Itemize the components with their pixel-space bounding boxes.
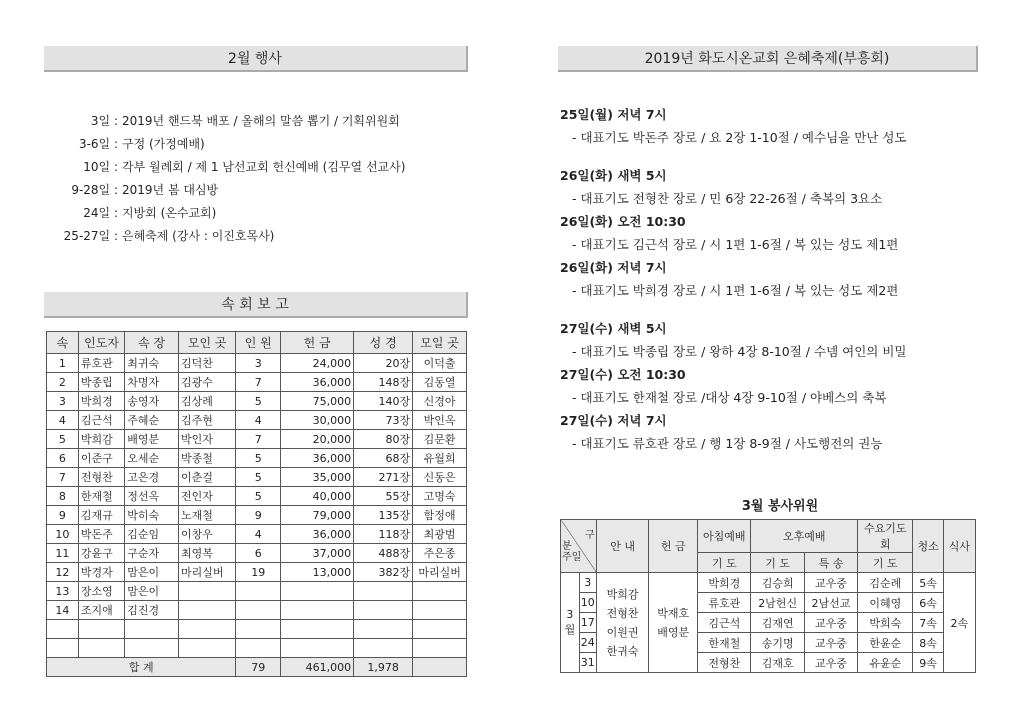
offering-names-text: 박재호 배영분 bbox=[657, 606, 690, 639]
table-cell: 24,000 bbox=[281, 354, 354, 373]
session-detail: - 대표기도 박희경 장로 / 시 1편 1-6절 / 복 있는 성도 제2편 bbox=[572, 283, 899, 298]
table-cell: 1 bbox=[47, 354, 79, 373]
cleaning-group: 6속 bbox=[913, 593, 943, 613]
table-cell: 4 bbox=[236, 411, 281, 430]
table-row bbox=[47, 525, 467, 544]
total-bible: 1,978 bbox=[354, 658, 413, 677]
table-cell: 박종립 bbox=[78, 373, 124, 392]
sunday-date: 24 bbox=[579, 633, 596, 653]
offering-header: 헌 금 bbox=[649, 520, 698, 573]
table-cell: 함정애 bbox=[413, 506, 467, 525]
event-text: 은혜축제 (강사 : 이진호목사) bbox=[122, 229, 275, 243]
table-cell: 135장 bbox=[354, 506, 413, 525]
wednesday-prayer: 김순례 bbox=[858, 573, 913, 593]
morning-prayer: 김근석 bbox=[698, 613, 751, 633]
table-cell: 9 bbox=[236, 506, 281, 525]
report-title-text: 속 회 보 고 bbox=[221, 297, 289, 313]
event-item bbox=[50, 110, 490, 133]
table-row bbox=[47, 449, 467, 468]
table-header-row bbox=[47, 332, 467, 354]
table-row bbox=[47, 411, 467, 430]
event-date: 9-28일 : bbox=[71, 183, 118, 197]
table-cell: 5 bbox=[236, 449, 281, 468]
event-text: 2019년 봄 대심방 bbox=[122, 183, 219, 197]
table-cell: 37,000 bbox=[281, 544, 354, 563]
service-row bbox=[561, 573, 976, 593]
table-cell: 8 bbox=[47, 487, 79, 506]
table-cell: 고은경 bbox=[125, 468, 179, 487]
table-cell: 박종철 bbox=[178, 449, 235, 468]
cleaning-group: 9속 bbox=[913, 653, 943, 673]
total-offering: 461,000 bbox=[281, 658, 354, 677]
table-cell: 김동열 bbox=[413, 373, 467, 392]
table-cell bbox=[125, 639, 179, 658]
table-cell: 382장 bbox=[354, 563, 413, 582]
event-date: 24일 : bbox=[83, 206, 118, 220]
table-cell: 박인자 bbox=[178, 430, 235, 449]
table-cell: 김근석 bbox=[78, 411, 124, 430]
table-cell: 7 bbox=[47, 468, 79, 487]
cleaning-group: 5속 bbox=[913, 573, 943, 593]
table-row bbox=[47, 487, 467, 506]
table-cell: 김문환 bbox=[413, 430, 467, 449]
table-row bbox=[47, 468, 467, 487]
table-cell: 12 bbox=[47, 563, 79, 582]
event-item bbox=[50, 225, 490, 248]
table-cell: 6 bbox=[236, 544, 281, 563]
event-item bbox=[50, 179, 490, 202]
table-cell: 148장 bbox=[354, 373, 413, 392]
table-cell bbox=[178, 620, 235, 639]
table-cell: 류호관 bbox=[78, 354, 124, 373]
table-cell: 35,000 bbox=[281, 468, 354, 487]
table-cell: 신동은 bbox=[413, 468, 467, 487]
table-cell bbox=[236, 601, 281, 620]
table-cell: 이덕출 bbox=[413, 354, 467, 373]
table-cell: 김재규 bbox=[78, 506, 124, 525]
table-cell: 68장 bbox=[354, 449, 413, 468]
table-cell bbox=[47, 620, 79, 639]
table-cell bbox=[354, 601, 413, 620]
afternoon-special: 교우중 bbox=[804, 613, 857, 633]
table-cell: 20장 bbox=[354, 354, 413, 373]
table-cell: 80장 bbox=[354, 430, 413, 449]
table-cell: 3 bbox=[236, 354, 281, 373]
session-detail: - 대표기도 한재철 장로 /대상 4장 9-10절 / 야베스의 축복 bbox=[572, 390, 887, 405]
cleaning-group: 8속 bbox=[913, 633, 943, 653]
table-cell: 조지애 bbox=[78, 601, 124, 620]
table-cell bbox=[78, 620, 124, 639]
table-cell: 박히숙 bbox=[125, 506, 179, 525]
afternoon-prayer: 김승희 bbox=[751, 573, 804, 593]
table-cell: 4 bbox=[236, 525, 281, 544]
table-cell: 김상례 bbox=[178, 392, 235, 411]
morning-prayer: 한재철 bbox=[698, 633, 751, 653]
table-cell: 박희경 bbox=[78, 392, 124, 411]
table-cell: 7 bbox=[236, 373, 281, 392]
table-cell: 김진경 bbox=[125, 601, 179, 620]
table-row bbox=[47, 563, 467, 582]
wednesday-prayer: 한윤순 bbox=[858, 633, 913, 653]
spacer bbox=[560, 302, 980, 317]
events-title-text: 2월 행사 bbox=[228, 51, 282, 67]
table-cell: 20,000 bbox=[281, 430, 354, 449]
table-cell: 맘은이 bbox=[125, 582, 179, 601]
session-title: 27일(수) 새벽 5시 bbox=[560, 321, 667, 336]
corner-mid: 분 bbox=[562, 540, 572, 552]
table-row bbox=[47, 354, 467, 373]
afternoon-prayer: 김재호 bbox=[751, 653, 804, 673]
table-cell: 75,000 bbox=[281, 392, 354, 411]
table-cell: 전형찬 bbox=[78, 468, 124, 487]
table-cell: 6 bbox=[47, 449, 79, 468]
table-cell bbox=[413, 639, 467, 658]
table-row bbox=[47, 544, 467, 563]
table-cell: 3 bbox=[47, 392, 79, 411]
event-item bbox=[50, 133, 490, 156]
prayer-header: 기 도 bbox=[751, 553, 804, 573]
session-detail: - 대표기도 박종립 장로 / 왕하 4장 8-10절 / 수넴 여인의 비밀 bbox=[572, 344, 907, 359]
table-cell bbox=[281, 582, 354, 601]
table-cell: 박인옥 bbox=[413, 411, 467, 430]
service-table bbox=[560, 519, 976, 673]
table-cell: 오세순 bbox=[125, 449, 179, 468]
morning-prayer: 류호관 bbox=[698, 593, 751, 613]
table-cell: 4 bbox=[47, 411, 79, 430]
event-text: 구정 (가정예배) bbox=[122, 137, 205, 151]
table-cell bbox=[125, 620, 179, 639]
special-header: 특 송 bbox=[804, 553, 857, 573]
col-header: 성 경 bbox=[354, 332, 413, 354]
table-cell bbox=[236, 639, 281, 658]
event-date: 3일 : bbox=[90, 114, 118, 128]
table-row bbox=[47, 639, 467, 658]
revival-title bbox=[558, 46, 978, 72]
session-title: 27일(수) 오전 10:30 bbox=[560, 367, 686, 382]
corner-cell bbox=[561, 520, 597, 573]
table-row bbox=[47, 620, 467, 639]
table-cell: 14 bbox=[47, 601, 79, 620]
event-date: 10일 : bbox=[83, 160, 118, 174]
offering-names bbox=[649, 573, 698, 673]
table-cell: 40,000 bbox=[281, 487, 354, 506]
event-text: 2019년 핸드북 배포 / 올해의 말씀 뽑기 / 기획위원회 bbox=[122, 114, 400, 128]
events-title bbox=[44, 46, 468, 72]
afternoon-special: 교우중 bbox=[804, 633, 857, 653]
table-cell: 9 bbox=[47, 506, 79, 525]
table-cell bbox=[354, 639, 413, 658]
wednesday-header: 수요기도회 bbox=[858, 520, 913, 553]
table-cell bbox=[78, 639, 124, 658]
total-people: 79 bbox=[236, 658, 281, 677]
table-cell: 최귀숙 bbox=[125, 354, 179, 373]
event-item bbox=[50, 156, 490, 179]
table-cell: 주은종 bbox=[413, 544, 467, 563]
table-cell: 차명자 bbox=[125, 373, 179, 392]
events-list bbox=[50, 110, 490, 248]
table-cell: 고명숙 bbox=[413, 487, 467, 506]
session-detail: - 대표기도 김근석 장로 / 시 1편 1-6절 / 복 있는 성도 제1편 bbox=[572, 237, 899, 252]
table-cell: 488장 bbox=[354, 544, 413, 563]
service-title: 3월 봉사위원 bbox=[741, 499, 819, 514]
table-cell: 김순임 bbox=[125, 525, 179, 544]
table-cell: 장소영 bbox=[78, 582, 124, 601]
table-cell: 한재철 bbox=[78, 487, 124, 506]
corner-top: 구 bbox=[585, 529, 595, 541]
spacer bbox=[560, 149, 980, 164]
table-cell: 140장 bbox=[354, 392, 413, 411]
table-cell bbox=[281, 639, 354, 658]
col-header: 모인 곳 bbox=[178, 332, 235, 354]
table-cell: 최광범 bbox=[413, 525, 467, 544]
afternoon-prayer: 김재연 bbox=[751, 613, 804, 633]
table-cell: 송영자 bbox=[125, 392, 179, 411]
table-cell: 55장 bbox=[354, 487, 413, 506]
table-cell: 정선옥 bbox=[125, 487, 179, 506]
session-detail: - 대표기도 박돈주 장로 / 요 2장 1-10절 / 예수님을 만난 성도 bbox=[572, 130, 907, 145]
table-cell bbox=[178, 639, 235, 658]
table-cell bbox=[281, 620, 354, 639]
sunday-date: 10 bbox=[579, 593, 596, 613]
wednesday-prayer: 유윤순 bbox=[858, 653, 913, 673]
col-header: 인도자 bbox=[78, 332, 124, 354]
table-cell: 36,000 bbox=[281, 449, 354, 468]
table-row bbox=[47, 582, 467, 601]
session-title: 26일(화) 새벽 5시 bbox=[560, 168, 667, 183]
table-cell: 이춘걸 bbox=[178, 468, 235, 487]
col-header: 모일 곳 bbox=[413, 332, 467, 354]
morning-header: 아침예배 bbox=[698, 520, 751, 553]
sunday-date: 31 bbox=[579, 653, 596, 673]
table-cell: 이준구 bbox=[78, 449, 124, 468]
guide-names-text: 박희감 전형찬 이원권 한귀숙 bbox=[606, 587, 639, 658]
revival-title-text: 2019년 화도시온교회 은혜축제(부흥회) bbox=[644, 51, 890, 67]
meal-group: 2속 bbox=[943, 573, 975, 673]
table-cell: 배영분 bbox=[125, 430, 179, 449]
table-cell bbox=[413, 582, 467, 601]
table-cell bbox=[354, 620, 413, 639]
wednesday-prayer: 박희숙 bbox=[858, 613, 913, 633]
total-label: 합 계 bbox=[47, 658, 236, 677]
table-cell: 박경자 bbox=[78, 563, 124, 582]
table-cell: 이창우 bbox=[178, 525, 235, 544]
event-date: 25-27일 : bbox=[63, 229, 118, 243]
afternoon-special: 2남선교 bbox=[804, 593, 857, 613]
table-cell: 주혜순 bbox=[125, 411, 179, 430]
table-cell: 유월희 bbox=[413, 449, 467, 468]
morning-prayer: 전형찬 bbox=[698, 653, 751, 673]
table-row bbox=[47, 430, 467, 449]
session-detail: - 대표기도 류호관 장로 / 행 1장 8-9절 / 사도행전의 권능 bbox=[572, 436, 883, 451]
table-cell: 김주현 bbox=[178, 411, 235, 430]
table-cell: 강윤구 bbox=[78, 544, 124, 563]
sunday-date: 17 bbox=[579, 613, 596, 633]
table-cell bbox=[47, 639, 79, 658]
table-cell: 5 bbox=[47, 430, 79, 449]
table-cell: 최영복 bbox=[178, 544, 235, 563]
col-header: 인 원 bbox=[236, 332, 281, 354]
event-text: 지방회 (온수교회) bbox=[122, 206, 217, 220]
sunday-date: 3 bbox=[579, 573, 596, 593]
table-cell bbox=[413, 620, 467, 639]
table-cell: 7 bbox=[236, 430, 281, 449]
session-title: 26일(화) 저녁 7시 bbox=[560, 260, 667, 275]
table-cell: 36,000 bbox=[281, 373, 354, 392]
group-report-table bbox=[46, 331, 467, 677]
cleaning-group: 7속 bbox=[913, 613, 943, 633]
table-cell: 김광수 bbox=[178, 373, 235, 392]
table-cell: 79,000 bbox=[281, 506, 354, 525]
prayer-header: 기 도 bbox=[858, 553, 913, 573]
table-cell: 5 bbox=[236, 392, 281, 411]
report-title bbox=[44, 292, 468, 318]
table-cell: 구순자 bbox=[125, 544, 179, 563]
table-cell bbox=[178, 582, 235, 601]
table-cell: 김덕찬 bbox=[178, 354, 235, 373]
table-cell bbox=[281, 601, 354, 620]
table-cell: 5 bbox=[236, 468, 281, 487]
corner-bot: 주일 bbox=[562, 551, 582, 563]
table-cell bbox=[178, 601, 235, 620]
cleaning-header: 청소 bbox=[913, 520, 943, 573]
wednesday-prayer: 이혜영 bbox=[858, 593, 913, 613]
table-cell: 신경아 bbox=[413, 392, 467, 411]
event-date: 3-6일 : bbox=[78, 137, 118, 151]
table-cell bbox=[354, 582, 413, 601]
table-cell: 5 bbox=[236, 487, 281, 506]
month-cell: 3 월 bbox=[561, 573, 580, 673]
table-cell: 박희감 bbox=[78, 430, 124, 449]
table-cell: 맘은이 bbox=[125, 563, 179, 582]
table-row bbox=[47, 373, 467, 392]
guide-names bbox=[596, 573, 649, 673]
table-cell bbox=[413, 601, 467, 620]
table-cell bbox=[236, 582, 281, 601]
afternoon-prayer: 2남헌신 bbox=[751, 593, 804, 613]
afternoon-special: 교우중 bbox=[804, 653, 857, 673]
session-title: 27일(수) 저녁 7시 bbox=[560, 413, 667, 428]
guide-header: 안 내 bbox=[596, 520, 649, 573]
afternoon-special: 교우중 bbox=[804, 573, 857, 593]
table-cell: 2 bbox=[47, 373, 79, 392]
table-cell: 30,000 bbox=[281, 411, 354, 430]
table-cell: 13 bbox=[47, 582, 79, 601]
prayer-header: 기 도 bbox=[698, 553, 751, 573]
table-cell: 전인자 bbox=[178, 487, 235, 506]
table-cell: 19 bbox=[236, 563, 281, 582]
meal-header: 식사 bbox=[943, 520, 975, 573]
morning-prayer: 박희경 bbox=[698, 573, 751, 593]
afternoon-prayer: 송기명 bbox=[751, 633, 804, 653]
table-cell: 13,000 bbox=[281, 563, 354, 582]
session-title: 25일(월) 저녁 7시 bbox=[560, 107, 667, 122]
revival-schedule bbox=[560, 103, 980, 455]
col-header: 속 장 bbox=[125, 332, 179, 354]
session-title: 26일(화) 오전 10:30 bbox=[560, 214, 686, 229]
col-header: 헌 금 bbox=[281, 332, 354, 354]
event-text: 각부 월례회 / 제 1 남선교회 헌신예배 (김무열 선교사) bbox=[122, 160, 406, 174]
table-cell: 노재철 bbox=[178, 506, 235, 525]
table-cell: 마리실버 bbox=[178, 563, 235, 582]
table-row bbox=[47, 392, 467, 411]
session-detail: - 대표기도 전형찬 장로 / 민 6장 22-26절 / 축복의 3요소 bbox=[572, 191, 883, 206]
col-header: 속 bbox=[47, 332, 79, 354]
table-cell: 10 bbox=[47, 525, 79, 544]
table-cell bbox=[236, 620, 281, 639]
event-item bbox=[50, 202, 490, 225]
table-cell: 마리실버 bbox=[413, 563, 467, 582]
total-empty bbox=[413, 658, 467, 677]
table-row bbox=[47, 506, 467, 525]
total-row bbox=[47, 658, 467, 677]
table-cell: 73장 bbox=[354, 411, 413, 430]
afternoon-header: 오후예배 bbox=[751, 520, 858, 553]
table-cell: 박돈주 bbox=[78, 525, 124, 544]
table-cell: 36,000 bbox=[281, 525, 354, 544]
table-cell: 11 bbox=[47, 544, 79, 563]
table-cell: 118장 bbox=[354, 525, 413, 544]
table-cell: 271장 bbox=[354, 468, 413, 487]
table-row bbox=[47, 601, 467, 620]
